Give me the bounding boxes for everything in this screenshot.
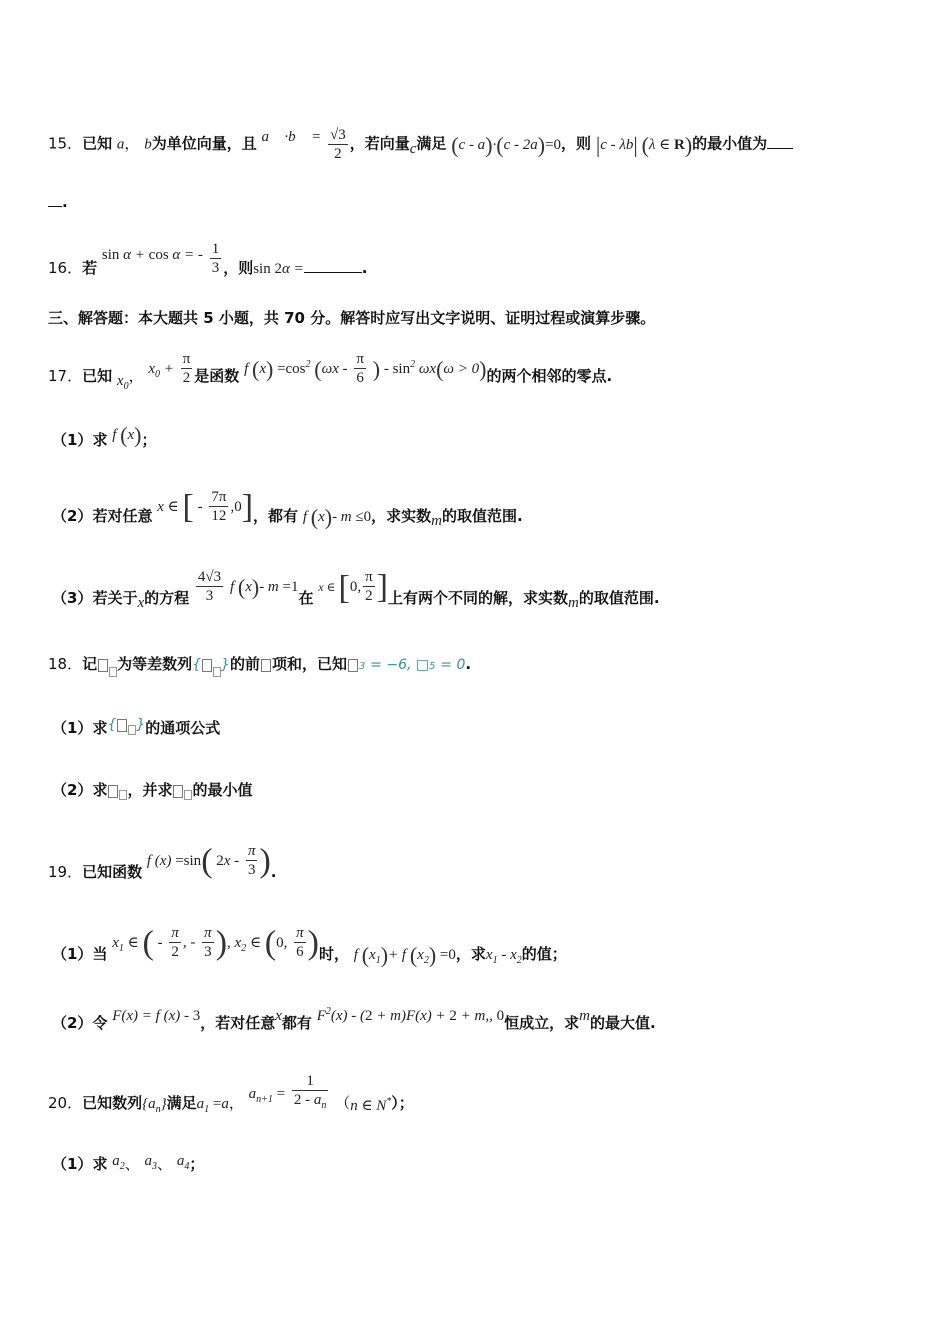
question-17-part-1: （1）求 f (x)； (52, 422, 157, 449)
question-number: 15． (48, 134, 83, 153)
question-number: 19． (48, 862, 83, 881)
question-number: 17． (48, 366, 83, 385)
question-18-part-2: （2）求 ，并求 的最小值 (52, 781, 253, 799)
question-16: 16．若 sin α + cos α = - $\frac{1}{3}$ ，则sin 2α = . (48, 241, 368, 277)
question-number: 20． (48, 1093, 83, 1112)
question-19: 19．已知函数 f (x) =sin( 2x - $\frac{\pi}{3}$ ). (48, 842, 277, 881)
question-number: 18． (48, 655, 83, 673)
question-15-continued: . (48, 192, 68, 212)
question-number: 16． (48, 258, 83, 277)
question-19-part-1: （1）当 $x_1$ ∈ ( - $\frac{\pi}{2}$ , - $\frac{\pi}{3}$ ), $x_2$ ∈ (0, $\frac{\pi}{6}$ )时， f $(x_1)+ f$ $(x_2) =0$，求$x_1 - x_2$的值； (52, 924, 567, 968)
answer-blank-continued[interactable] (48, 192, 62, 207)
missing-glyph-icon (98, 659, 108, 672)
question-20-part-1: （1）求 $a_2$、 $a_3$、 $a_4$； (52, 1153, 205, 1173)
question-18: 18．记 为等差数列{ }的前 项和，已知 3 = −6, □5 = 0. (48, 654, 471, 677)
question-18-part-1: （1）求{ }的通项公式 (52, 717, 221, 737)
question-20: 20．已知数列$\{a_n\}$满足$a_1 =a$， $a_{n+1}$ = $\frac{1}{2 - a_n}$ （n ∈ N*）； (48, 1073, 414, 1115)
missing-glyph-icon (261, 659, 271, 672)
question-19-part-2: （2）令 F(x) = f (x) - 3，若对任意x都有 $F^2(x) - (2 + m)F(x) + 2 + m$,, 0恒成立，求m的最大值. (52, 1006, 656, 1032)
section-heading: 三、解答题：本大题共 5 小题，共 70 分。解答时应写出文字说明、证明过程或演算步骤。 (48, 309, 656, 327)
question-17: 17．已知 $x_0$， $x_0$ + $\frac{\pi}{2}$ 是函数 f $(x) =\cos^2$ (ωx - $\frac{\pi}{6}$ ) - $\sin^2 \omega x(\omega > 0)$的两个相邻的零点. (48, 351, 613, 392)
question-17-part-3: （3）若关于x的方程 $\frac{4√3}{3}$ f (x)- m =1在 x ∈ [0, $\frac{\pi}{2}$ ]上有两个不同的解，求实数m的取值范围. (52, 568, 660, 611)
answer-blank[interactable] (767, 134, 793, 149)
answer-blank[interactable] (304, 258, 362, 273)
question-15: 15．已知 a， b为单位向量，且 a⃗ ·b⃗ = $\frac{√3}{2}$ ，若向量c满足 (c - a)·(c - 2a)=0，则 |c - λb| (λ ∈ R)的最小值为 (48, 126, 793, 163)
question-17-part-2: （2）若对任意 x ∈ [ - $\frac{7\pi}{12}$ ,0]，都有 f (x)- m ≤0，求实数m的取值范围. (52, 488, 523, 530)
